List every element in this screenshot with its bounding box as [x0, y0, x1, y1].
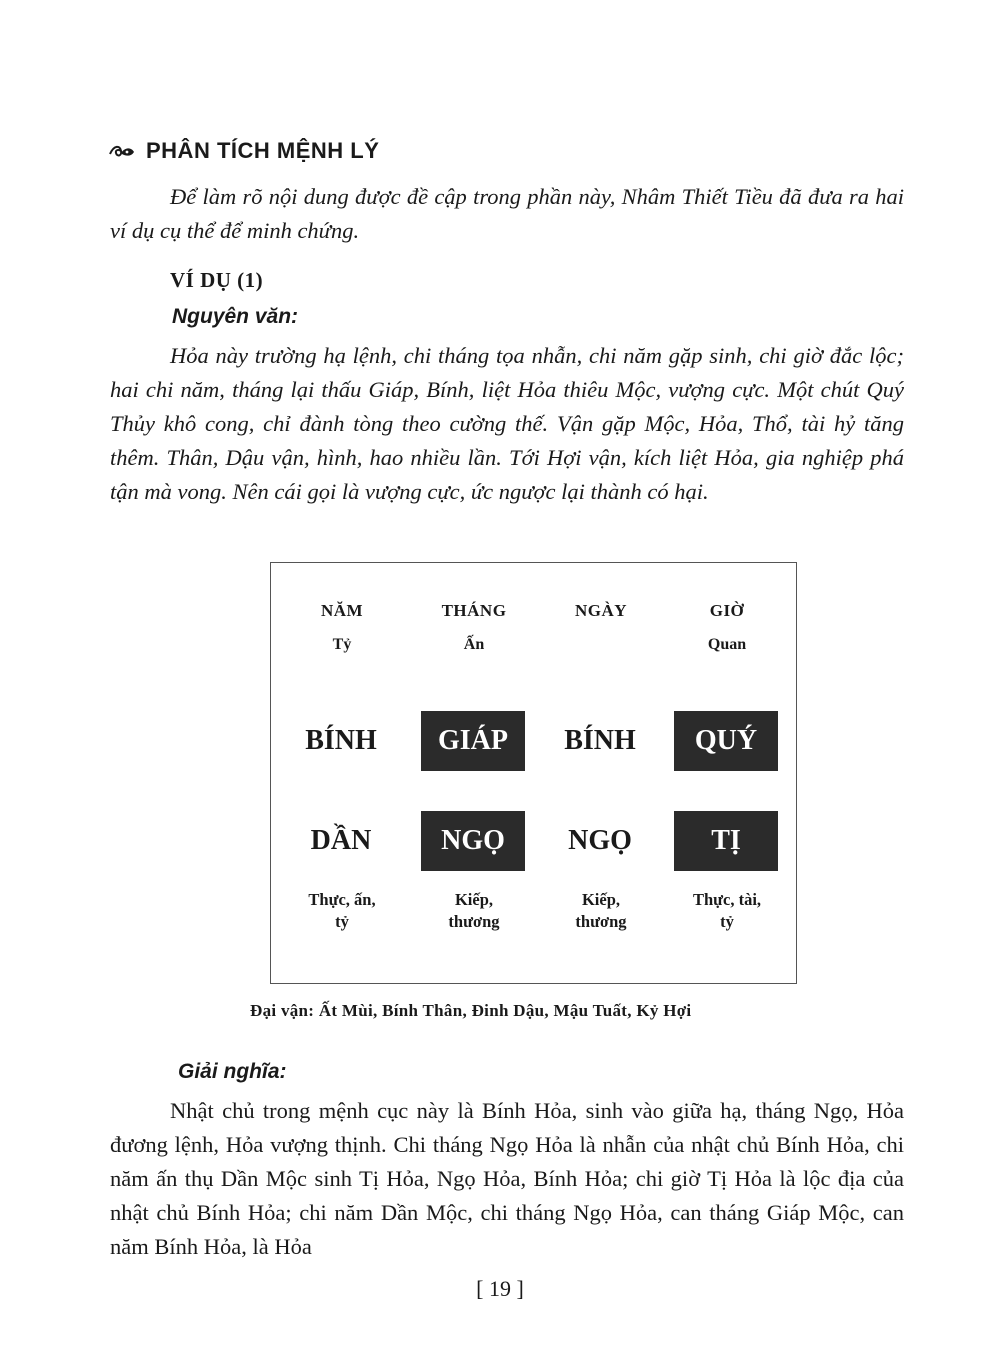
hidden-stems-line: tỷ	[720, 912, 734, 931]
four-pillars-chart	[270, 562, 797, 984]
hidden-stems	[411, 889, 537, 933]
nguyen-van-text: Hỏa này trường hạ lệnh, chi tháng tọa nhẫn, chi năm gặp sinh, chi giờ đắc lộc; hai chi năm, tháng lại thấu Giáp, Bính, liệt Hỏa thiêu Mộc, vượng cực. Một chút Quý Thủy khô cong, chỉ đành tòng theo cường thế. Vận gặp Mộc, Hỏa, Thổ, tài hỷ tăng thêm. Thân, Dậu vận, hình, hao nhiều lần. Tới Hợi vận, kích liệt Hỏa, gia nghiệp phá tận mà vong. Nên cái gọi là vượng cực, ức ngược lại thành có hại.	[110, 343, 904, 504]
dai-van-caption: Đại vận: Ất Mùi, Bính Thân, Đinh Dậu, Mậu Tuất, Kỷ Hợi	[250, 1001, 692, 1020]
hidden-stems-line: thương	[448, 912, 500, 931]
pillar-month	[411, 563, 537, 983]
pillar-role: Ấn	[463, 636, 485, 653]
pillar-hour	[664, 563, 790, 983]
intro-paragraph: Để làm rõ nội dung được đề cập trong phần này, Nhâm Thiết Tiều đã đưa ra hai ví dụ cụ thể để minh chứng.	[110, 184, 904, 243]
heavenly-stem: BÍNH	[564, 725, 636, 756]
earthly-branch: TỊ	[674, 811, 778, 871]
hidden-stems-line: Thực, tài,	[692, 890, 762, 909]
hidden-stems-line: thương	[575, 912, 627, 931]
hidden-stems	[279, 889, 405, 933]
hidden-stems	[664, 889, 790, 933]
giai-nghia-label: Giải nghĩa:	[178, 1060, 287, 1083]
example-title: VÍ DỤ (1)	[170, 268, 264, 292]
hidden-stems	[538, 889, 664, 933]
pillar-label: NGÀY	[574, 601, 628, 620]
earthly-branch: DẦN	[310, 825, 372, 856]
giai-nghia-text: Nhật chủ trong mệnh cục này là Bính Hỏa, sinh vào giữa hạ, tháng Ngọ, Hỏa đương lệnh, Hỏa vượng thịnh. Chi tháng Ngọ Hỏa là nhẫn của nhật chủ Bính Hỏa, chi năm ấn thụ Dần Mộc sinh Tị Hỏa, Ngọ Hỏa, Bính Hỏa; chi giờ Tị Hỏa là lộc địa của nhật chủ Bính Hỏa; chi năm Dần Mộc, chi tháng Ngọ Hỏa, can tháng Giáp Mộc, can năm Bính Hỏa, là Hỏa	[110, 1098, 904, 1259]
pillar-year	[279, 563, 405, 983]
heavenly-stem: QUÝ	[674, 711, 778, 771]
hidden-stems-line: Thực, ấn,	[308, 890, 376, 909]
page-number: [ 19 ]	[476, 1276, 524, 1301]
pillar-role: Quan	[707, 636, 747, 653]
heavenly-stem: BÍNH	[305, 725, 377, 756]
pillar-day	[538, 563, 664, 983]
pillar-label: NĂM	[320, 601, 364, 620]
hidden-stems-line: tỷ	[335, 912, 349, 931]
earthly-branch: NGỌ	[568, 825, 632, 856]
earthly-branch: NGỌ	[421, 811, 525, 871]
pillar-label: GIỜ	[709, 601, 745, 620]
hidden-stems-line: Kiếp,	[581, 890, 621, 909]
heavenly-stem: GIÁP	[421, 711, 525, 771]
nguyen-van-label: Nguyên văn:	[172, 305, 299, 328]
section-title: PHÂN TÍCH MỆNH LÝ	[146, 138, 380, 163]
section-heading	[108, 138, 379, 164]
pillar-role: Tỷ	[332, 636, 352, 653]
hidden-stems-line: Kiếp,	[454, 890, 494, 909]
ornament-icon	[108, 141, 136, 161]
pillar-label: THÁNG	[441, 601, 507, 620]
